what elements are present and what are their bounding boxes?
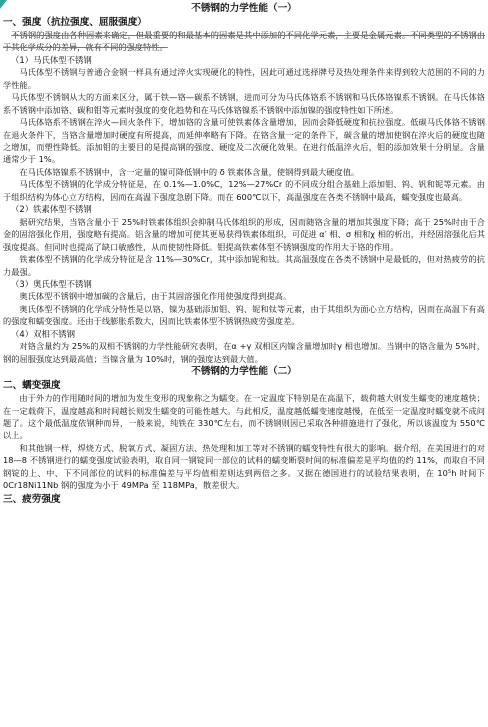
paragraph-austenitic-2: 奥氏体型不锈钢的化学成分特性是以铬、镍为基础添加钼、钨、铌和钛等元素，由于其组织为面心立方结构，因而在高温下有高的强度和蠕变强度。还由于线膨胀系数大，因而比铁素体型不锈钢热疲劳强度差。: [3, 303, 485, 327]
subheading-austenitic: （3）奥氏体型不锈钢: [11, 278, 92, 289]
paragraph-martensitic-1: 马氏体型不锈钢与普通合金钢一样具有通过淬火实现硬化的特性，因此可通过选择牌号及热处理条件来得到较大范围的不同的力学性能。: [3, 67, 485, 90]
subheading-duplex: （4）双相不锈钢: [11, 328, 75, 339]
subheading-martensitic: （1）马氏体型不锈钢: [11, 54, 92, 65]
heading-strength: 一、强度（抗拉强度、屈服强度）: [3, 17, 147, 28]
paragraph-austenitic-1: 奥氏体型不锈钢中增加碳的含量后，由于其固溶强化作用使强度得到提高。: [19, 291, 292, 302]
heading-fatigue: 三、疲劳强度: [3, 493, 61, 505]
heading-creep: 二、蠕变强度: [3, 380, 61, 392]
paragraph-creep-1: 由于外力的作用随时间的增加为发生变形的现象称之为蠕变。在一定温度下特别是在高温下，载荷越大则发生蠕变的速度越快；在一定载荷下，温度越高和时间越长则发生蠕变的可能性越大。与此相反，温度越低蠕变速度越慢，在低至一定温度时蠕变就不成问题了。这个最低温度依钢种而异，一般来说，纯铁在 330℃左右，而不锈钢则因已采取各种措施进行了强化，所以该温度为 550℃以上。: [3, 393, 485, 441]
paragraph-ferritic-1: 据研究结果，当铬含量小于 25%时铁素体组织会抑制马氏体组织的形成，因而随铬含量的增加其强度下降；高于 25%时由于合金的固溶强化作用，强度略有提高。铝含量的增加可使其更易获得铁素体组织，可促进 α′ 相、σ 相和χ 相的析出，并经固溶强化后其强度提高。但同时也提高了缺口敏感性，从而使韧性降低。钼提高铁素体型不锈钢强度的作用大于铬的作用。: [3, 216, 485, 252]
paragraph-creep-2: 和其他钢一样，焊烧方式、脱氧方式、凝固方法、热处理和加工等对不锈钢的蠕变特性有很大的影响。据介绍，在美国进行的对 18—8 不锈钢进行的蠕变强度试验表明，取自同一钢锭同一部位的试料的蠕变断裂时间的标准偏差是平均值的约 11%，而取自不同钢锭的上、中、下不同部位的试料的标准偏差与平均值相差则达到两倍之多。又据在德国进行的试验结果表明，在 10⁵h 时间下 0Cr18Ni11Nb 钢的强度为小于 49MPa 至 118MPa，散差很大。: [3, 442, 485, 491]
section-title-2: 不锈钢的力学性能（二）: [191, 366, 297, 378]
paragraph-intro: 不锈钢的强度由各种因素来确定，但最重要的和最基本的因素是其中添加的不同化学元素，主要是金属元素。不同类型的不锈钢由于其化学成分的差异，就有不同的强度特性。: [3, 30, 485, 53]
paragraph-ferritic-2: 铁素体型不锈钢的化学成分特征是含 11%—30%Cr，其中添加铌和钛。其高温强度在各类不锈钢中是最低的，但对热疲劳的抗力最强。: [3, 254, 485, 277]
paragraph-duplex-1: 对铬含量约为 25%的双相不锈钢的力学性能研究表明，在α +γ 双相区内镍含量增加时γ 相也增加。当钢中的铬含量为 5%时，钢的屈服强度达到最高值；当镍含量为 10%时，钢的强度达到最大值。: [3, 341, 485, 364]
paragraph-martensitic-5: 马氏体型不锈钢的化学成分特征是，在 0.1%—1.0%C，12%—27%Cr 的不同成分组合基础上添加钼、钨、钒和铌等元素。由于组织结构为体心立方结构，因而在高温下强度急剧下降。而在 600℃以下，高温强度在各类不锈钢中最高，蠕变强度也最高。: [3, 179, 485, 202]
section-title: 不锈钢的力学性能（一）: [191, 3, 297, 14]
paragraph-martensitic-4: 在马氏体铬镍系不锈钢中，含一定量的镍可降低钢中的 δ 铁素体含量，使钢得到最大硬度值。: [19, 166, 360, 177]
document-page: [3, 2, 485, 506]
subheading-ferritic: （2）铁素体型不锈钢: [11, 204, 92, 215]
paragraph-martensitic-2: 马氏体型不锈钢从大的方面来区分，属于铁—铬—碳系不锈钢，进而可分为马氏体铬系不锈钢和马氏体铬镍系不锈钢。在马氏体铬系不锈钢中添加铬、碳和钼等元素时强度的变化趋势和在马氏体铬镍系不锈钢中添加镍的强度特性如下所述。: [3, 92, 485, 115]
paragraph-martensitic-3: 马氏体铬系不锈钢在淬火—回火条件下，增加铬的含量可使铁素体含量增加，因而会降低硬度和抗拉强度。低碳马氏体铬不锈钢在退火条件下，当铬含量增加时硬度有所提高，而延伸率略有下降。在铬含量一定的条件下，碳含量的增加使钢在淬火后的硬度也随之增加，而塑性降低。添加钼的主要目的是提高钢的强度、硬度及二次硬化效果。在进行低温淬火后，钼的添加效果十分明显。含量通常少于 1%。: [3, 117, 485, 165]
